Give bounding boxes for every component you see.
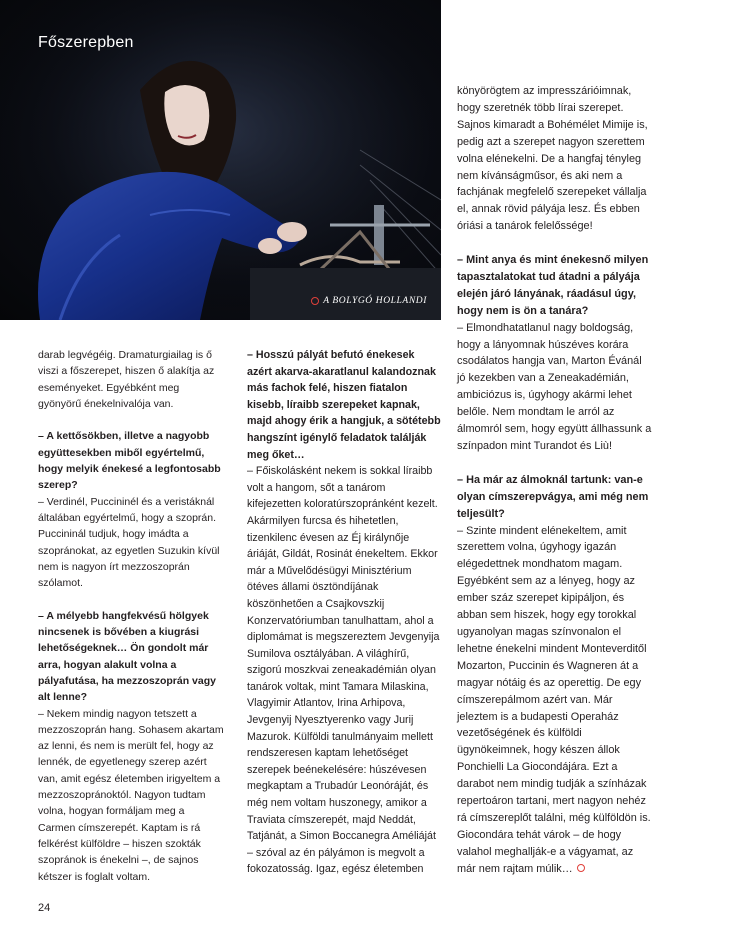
answer (457, 523, 652, 878)
answer: – Elmondhatatlanul nagy boldogság, hogy a lányomnak húszéves korára csodálatos hangja van, Marton Évánál jó kezekben van a Zeneakadémián, ambiciózus is, úgyhogy akármi lehet belőle. Nem mondtam le arról az álmomról sem, hogy együtt állhassunk a színpadon mint Turandot és Liù! (457, 321, 652, 453)
section-title: Főszerepben (38, 34, 134, 51)
answer-text: – Szinte mindent elénekeltem, amit szerettem volna, úgyhogy igazán elégedettnek mondhatom magam. Egyébként sem az a lényeg, hogy az ember száz szerepet kipipáljon, és abban sem hiszek, hogy egy torokkal ugyanolyan magas színvonalon el lehetne énekelni mindent Monteverditől Mozarton, Puccinin és Wagneren át a magyar nótáig és az operettig. De egy címszerepálmom azért van. Már jeleztem is a budapesti Operaház vezetőségének és külföldi ügynökeimnek, hogy készen állok Ponchielli La Giocondájára. Ezt a darabot nem mindig tudják a színházak repertoáron tartani, mert nagyon nehéz rá címszereplőt találni, még külföldön is. Giocondára tehát várok – de hogy valahol meghallják-e a vágyamat, az már nem rajtam múlik… (457, 524, 651, 875)
end-mark-icon (577, 864, 585, 872)
photo-caption-text: A BOLYGÓ HOLLANDI (323, 296, 427, 306)
question: – A mélyebb hangfekvésű hölgyek nincsenek is bővében a kiugrási lehetőségeknek… Ön gondolt már arra, hogyan alakult volna a pályafutása, ha mezzoszoprán vagy alt lenne? (38, 609, 216, 704)
photo-caption (311, 296, 427, 306)
answer: – Nekem mindig nagyon tetszett a mezzoszoprán hang. Sohasem akartam az lenni, és nem is merült fel, hogy az lennék, de egyetlenegy szerep azért van, amit egész életemben irigyeltem a mezzoszopránoktól. Nagyon tudtam volna, hogyan formáljam meg a Carmen címszerepét. Kaptam is rá felkérést külföldre – hiszen szokták szopránok is énekelni –, de sajnos kétszer is foglalt voltam. (38, 707, 224, 883)
paragraph: könyörögtem az impresszárióimnak, hogy szeretnék több lírai szerepet. Sajnos kimaradt a Bohémélet Mimije is, pedig azt a szerepet nagyon szerettem volna elénekelni. De a hangfaj tényleg nem kívánságműsor, és aki nem a fachjának megfelelő szerepeket vállalja el, annak rövid pályája lesz. És ebben óriási a tanárok felelőssége! (457, 85, 648, 233)
caption-ring-icon (311, 297, 319, 305)
question: – A kettősökben, illetve a nagyobb együttesekben miből egyértelmű, hogy melyik énekesé a legfontosabb szerep? (38, 430, 221, 492)
answer: – Verdinél, Puccininél és a veristáknál általában egyértelmű, hogy a szoprán. Puccininál tudjuk, hogy imádta a szopránokat, az egyetlen Suzukin kívül nem is nagyon írt mezzoszoprán szólamot. (38, 495, 220, 590)
text-column-3 (457, 83, 652, 878)
text-column-1 (38, 347, 224, 885)
answer: – Főiskolásként nekem is sokkal líraibb volt a hangom, sőt a tanárom kifejezetten koloratúrszopránként kezelt. Akármilyen furcsa és hihetetlen, tizenkilenc évesen az Éj királynője áriáját, Gildát, Rosinát énekeltem. Ekkor már a Művelődésügyi Minisztérium ötéves állami ösztöndíjának köszönhetően a Csajkovszkij Konzervatóriumban tanulhattam, ahol a diplomámat is megszereztem Jevgenyija Sumilova osztályában. A világhírű, szigorú moszkvai zeneakadémián olyan tanárok voltak, mint Tamara Milaskina, Vlagyimir Atlantov, Irina Arhipova, Jevgenyij Nyesztyerenko vagy Jurij Mazurok. Külföldi tanulmányaim mellett rendszeresen kaptam lehetőséget szerepek beénekelésére: húszévesen megkaptam a Trubadúr Leonóráját, és még nem voltam huszonegy, amikor a Traviata címszerepét, majd Neddát, Tatjánát, a Simon Boccanegra Améliáját – szóval az én pályámon is megvolt a fokozatosság. Igaz, egész életemben (247, 465, 440, 876)
question: – Mint anya és mint énekesnő milyen tapasztalatokat tud átadni a pályája elején járó lányának, ráadásul úgy, hogy nem is ön a tanára? (457, 254, 649, 317)
question: – Hosszú pályát befutó énekesek azért akarva-akaratlanul kalandoznak más fachok felé, hiszen fiatalon kisebb, líraibb szerepeket kapnak, majd ahogy érik a hangjuk, a sötétebb hangszínt igénylő feladatok találják meg őket… (247, 349, 441, 461)
stage-photo (0, 0, 441, 320)
text-column-2 (247, 347, 441, 878)
question: – Ha már az álmoknál tartunk: van-e olyan címszerepvágya, ami még nem teljesült? (457, 473, 649, 520)
page-number: 24 (38, 902, 51, 914)
paragraph: darab legvégéig. Dramaturgiailag is ő viszi a főszerepet, hiszen ő alakítja az eseményeket. Egyébként meg gyönyörű énekelnivalója van. (38, 349, 215, 410)
